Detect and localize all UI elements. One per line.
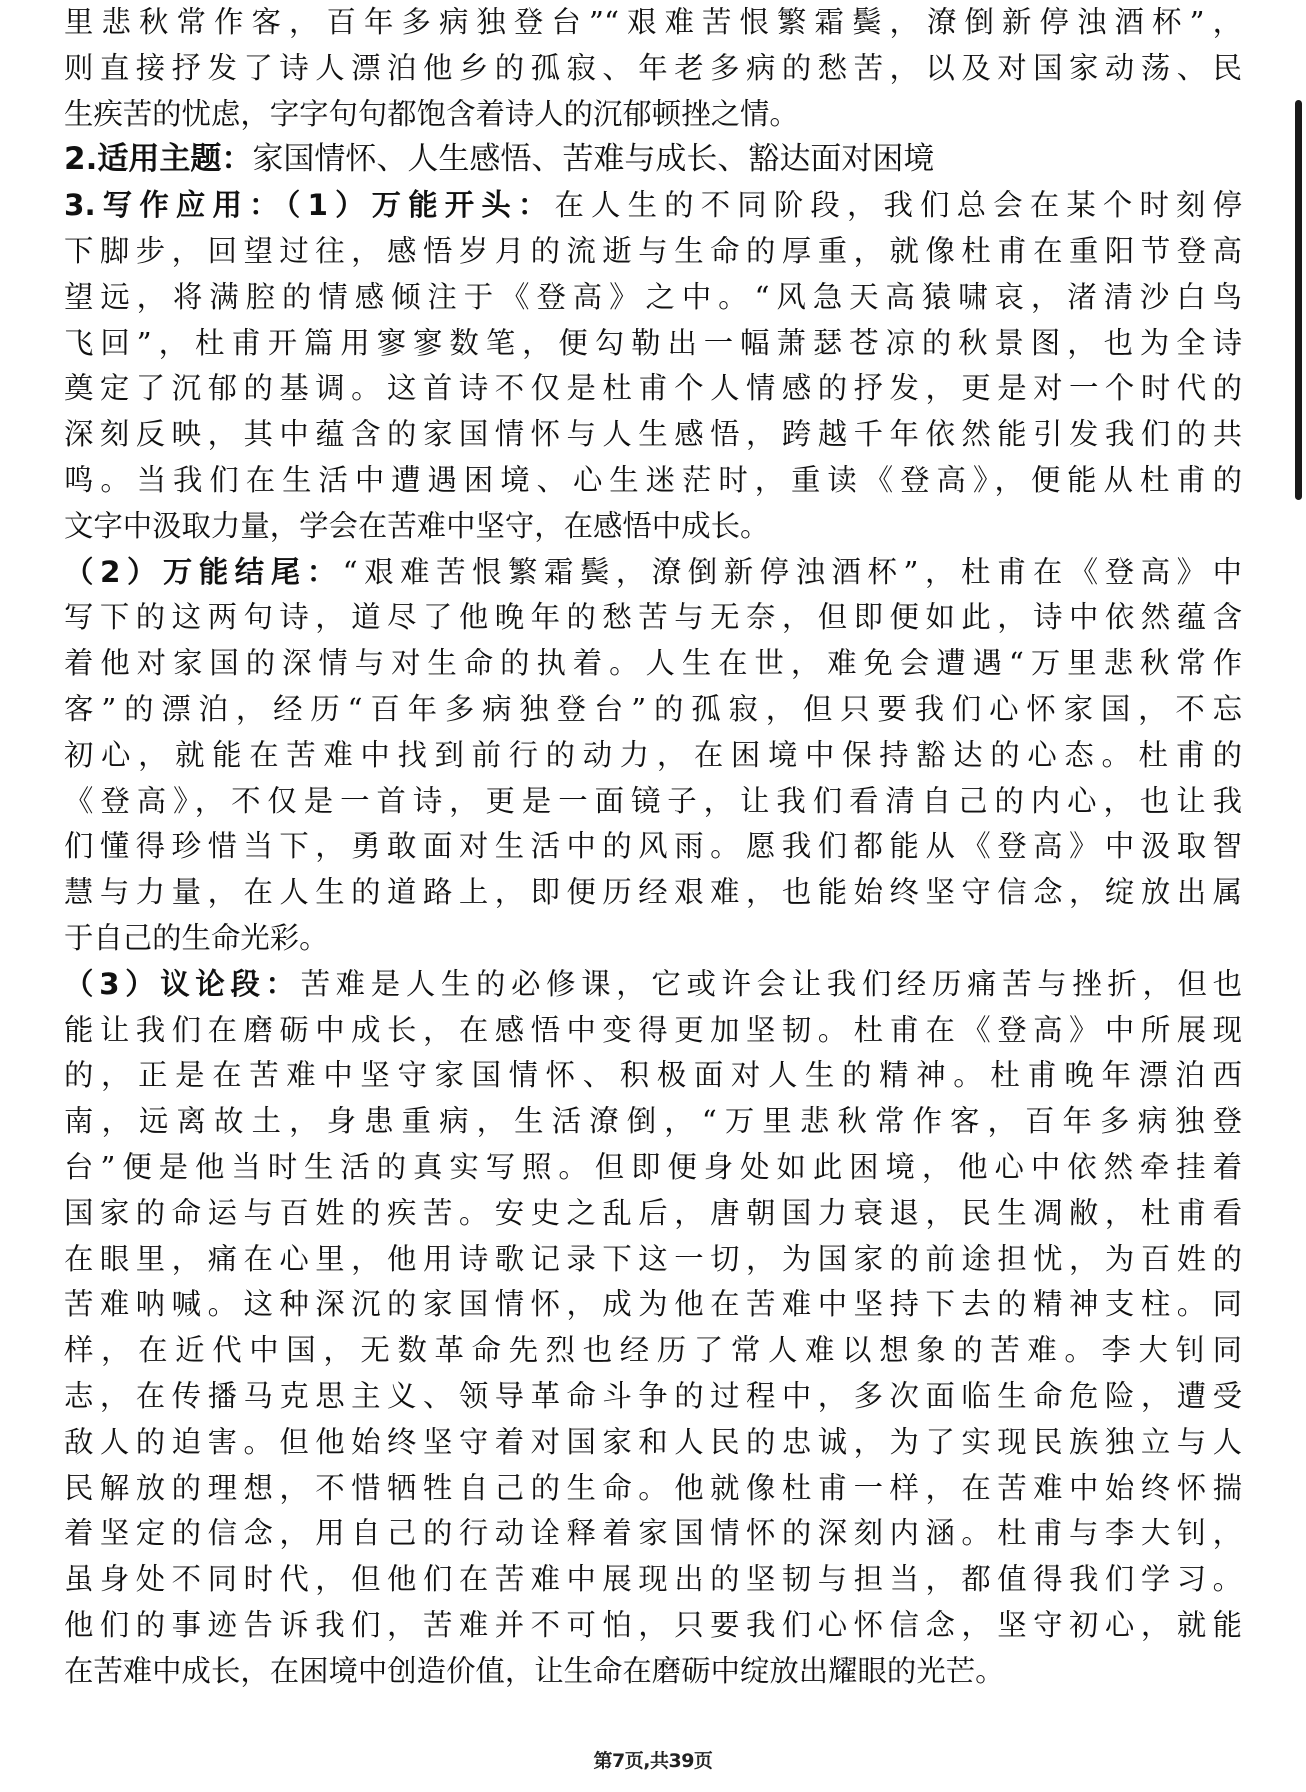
scrollbar-thumb[interactable] — [1295, 100, 1302, 500]
text-line: 在苦难中成长，在困境中创造价值，让生命在磨砺中绽放出耀眼的光芒。 — [64, 1653, 1005, 1688]
section-applicable-themes — [64, 137, 1242, 183]
text-line: 南，远离故土，身患重病，生活潦倒，“万里悲秋常作客，百年多病独登 — [64, 1104, 1242, 1139]
text-line: 于自己的生命光彩。 — [64, 920, 329, 955]
section-writing-application — [64, 183, 1242, 1694]
text-line — [64, 550, 1242, 596]
text-line: 写下的这两句诗，道尽了他晚年的愁苦与无奈，但即便如此，诗中依然蕴含 — [64, 600, 1242, 635]
text-line: 文字中汲取力量，学会在苦难中坚守，在感悟中成长。 — [64, 508, 770, 543]
text-line: 能让我们在磨砺中成长，在感悟中变得更加坚韧。杜甫在《登高》中所展现 — [64, 1012, 1242, 1047]
text-line: 民解放的理想，不惜牺牲自己的生命。他就像杜甫一样，在苦难中始终怀揣 — [64, 1470, 1242, 1505]
text-line: 们懂得珍惜当下，勇敢面对生活中的风雨。愿我们都能从《登高》中汲取智 — [64, 829, 1242, 864]
text-line: 着他对家国的深情与对生命的执着。人生在世，难免会遭遇“万里悲秋常作 — [64, 646, 1242, 681]
text-line: 志，在传播马克思主义、领导革命斗争的过程中，多次面临生命危险，遭受 — [64, 1378, 1242, 1413]
text-line: 台”便是他当时生活的真实写照。但即便身处如此困境，他心中依然牵挂着 — [64, 1149, 1242, 1184]
text-line — [64, 962, 1242, 1008]
text-line: 飞回”，杜甫开篇用寥寥数笔，便勾勒出一幅萧瑟苍凉的秋景图，也为全诗 — [64, 325, 1242, 360]
text-line: 虽身处不同时代，但他们在苦难中展现出的坚韧与担当，都值得我们学习。 — [64, 1562, 1242, 1597]
text-line — [64, 183, 1242, 229]
text-run: “艰难苦恨繁霜鬓，潦倒新停浊酒杯”，杜甫在《登高》中 — [342, 554, 1242, 589]
section-heading: 2.适用主题： — [64, 141, 253, 178]
text-line: 他们的事迹告诉我们，苦难并不可怕，只要我们心怀信念，坚守初心，就能 — [64, 1607, 1242, 1642]
subsection-heading: （3）议论段： — [64, 966, 301, 1001]
text-line: 下脚步，回望过往，感悟岁月的流逝与生命的厚重，就像杜甫在重阳节登高 — [64, 233, 1242, 268]
text-line: 奠定了沉郁的基调。这首诗不仅是杜甫个人情感的抒发，更是对一个时代的 — [64, 371, 1242, 406]
text-line: 望远，将满腔的情感倾注于《登高》之中。“风急天高猿啸哀，渚清沙白鸟 — [64, 279, 1242, 314]
text-line: 里悲秋常作客，百年多病独登台”“艰难苦恨繁霜鬓，潦倒新停浊酒杯”， — [64, 5, 1242, 39]
text-line: 在眼里，痛在心里，他用诗歌记录下这一切，为国家的前途担忧，为百姓的 — [64, 1241, 1242, 1276]
text-line: 客”的漂泊，经历“百年多病独登台”的孤寂，但只要我们心怀家国，不忘 — [64, 691, 1242, 726]
text-line: 慧与力量，在人生的道路上，即便历经艰难，也能始终坚守信念，绽放出属 — [64, 875, 1242, 910]
text-line: 苦难呐喊。这种深沉的家国情怀，成为他在苦难中坚持下去的精神支柱。同 — [64, 1287, 1242, 1322]
text-line: 初心，就能在苦难中找到前行的动力，在困境中保持豁达的心态。杜甫的 — [64, 737, 1242, 772]
text-line: 深刻反映，其中蕴含的家国情怀与人生感悟，跨越千年依然能引发我们的共 — [64, 417, 1242, 452]
text-line: 的，正是在苦难中坚守家国情怀、积极面对人生的精神。杜甫晚年漂泊西 — [64, 1058, 1242, 1093]
document-page — [64, 0, 1242, 1694]
text-line: 《登高》，不仅是一首诗，更是一面镜子，让我们看清自己的内心，也让我 — [64, 783, 1242, 818]
text-line: 国家的命运与百姓的疾苦。安史之乱后，唐朝国力衰退，民生凋敝，杜甫看 — [64, 1195, 1242, 1230]
section-text: 家国情怀、人生感悟、苦难与成长、豁达面对困境 — [252, 141, 935, 178]
subsection-heading: （2）万能结尾： — [64, 554, 343, 589]
text-line: 着坚定的信念，用自己的行动诠释着家国情怀的深刻内涵。杜甫与李大钊， — [64, 1516, 1242, 1551]
section-heading: 3.写作应用： — [64, 188, 286, 223]
text-line: 生疾苦的忧虑，字字句句都饱含着诗人的沉郁顿挫之情。 — [64, 96, 799, 131]
text-line: 鸣。当我们在生活中遭遇困境、心生迷茫时，重读《登高》，便能从杜甫的 — [64, 462, 1242, 497]
text-line: 敌人的迫害。但他始终坚守着对国家和人民的忠诚，为了实现民族独立与人 — [64, 1424, 1242, 1459]
text-run: 苦难是人生的必修课，它或许会让我们经历痛苦与挫折，但也 — [300, 966, 1243, 1001]
intro-paragraph — [64, 0, 1242, 137]
text-line: 则直接抒发了诗人漂泊他乡的孤寂、年老多病的愁苦，以及对国家动荡、民 — [64, 50, 1242, 85]
text-run: 在人生的不同阶段，我们总会在某个时刻停 — [554, 188, 1243, 223]
subsection-heading: （1）万能开头： — [285, 188, 555, 223]
page-number: 第7页,共39页 — [593, 1750, 713, 1772]
text-line: 样，在近代中国，无数革命先烈也经历了常人难以想象的苦难。李大钊同 — [64, 1333, 1242, 1368]
